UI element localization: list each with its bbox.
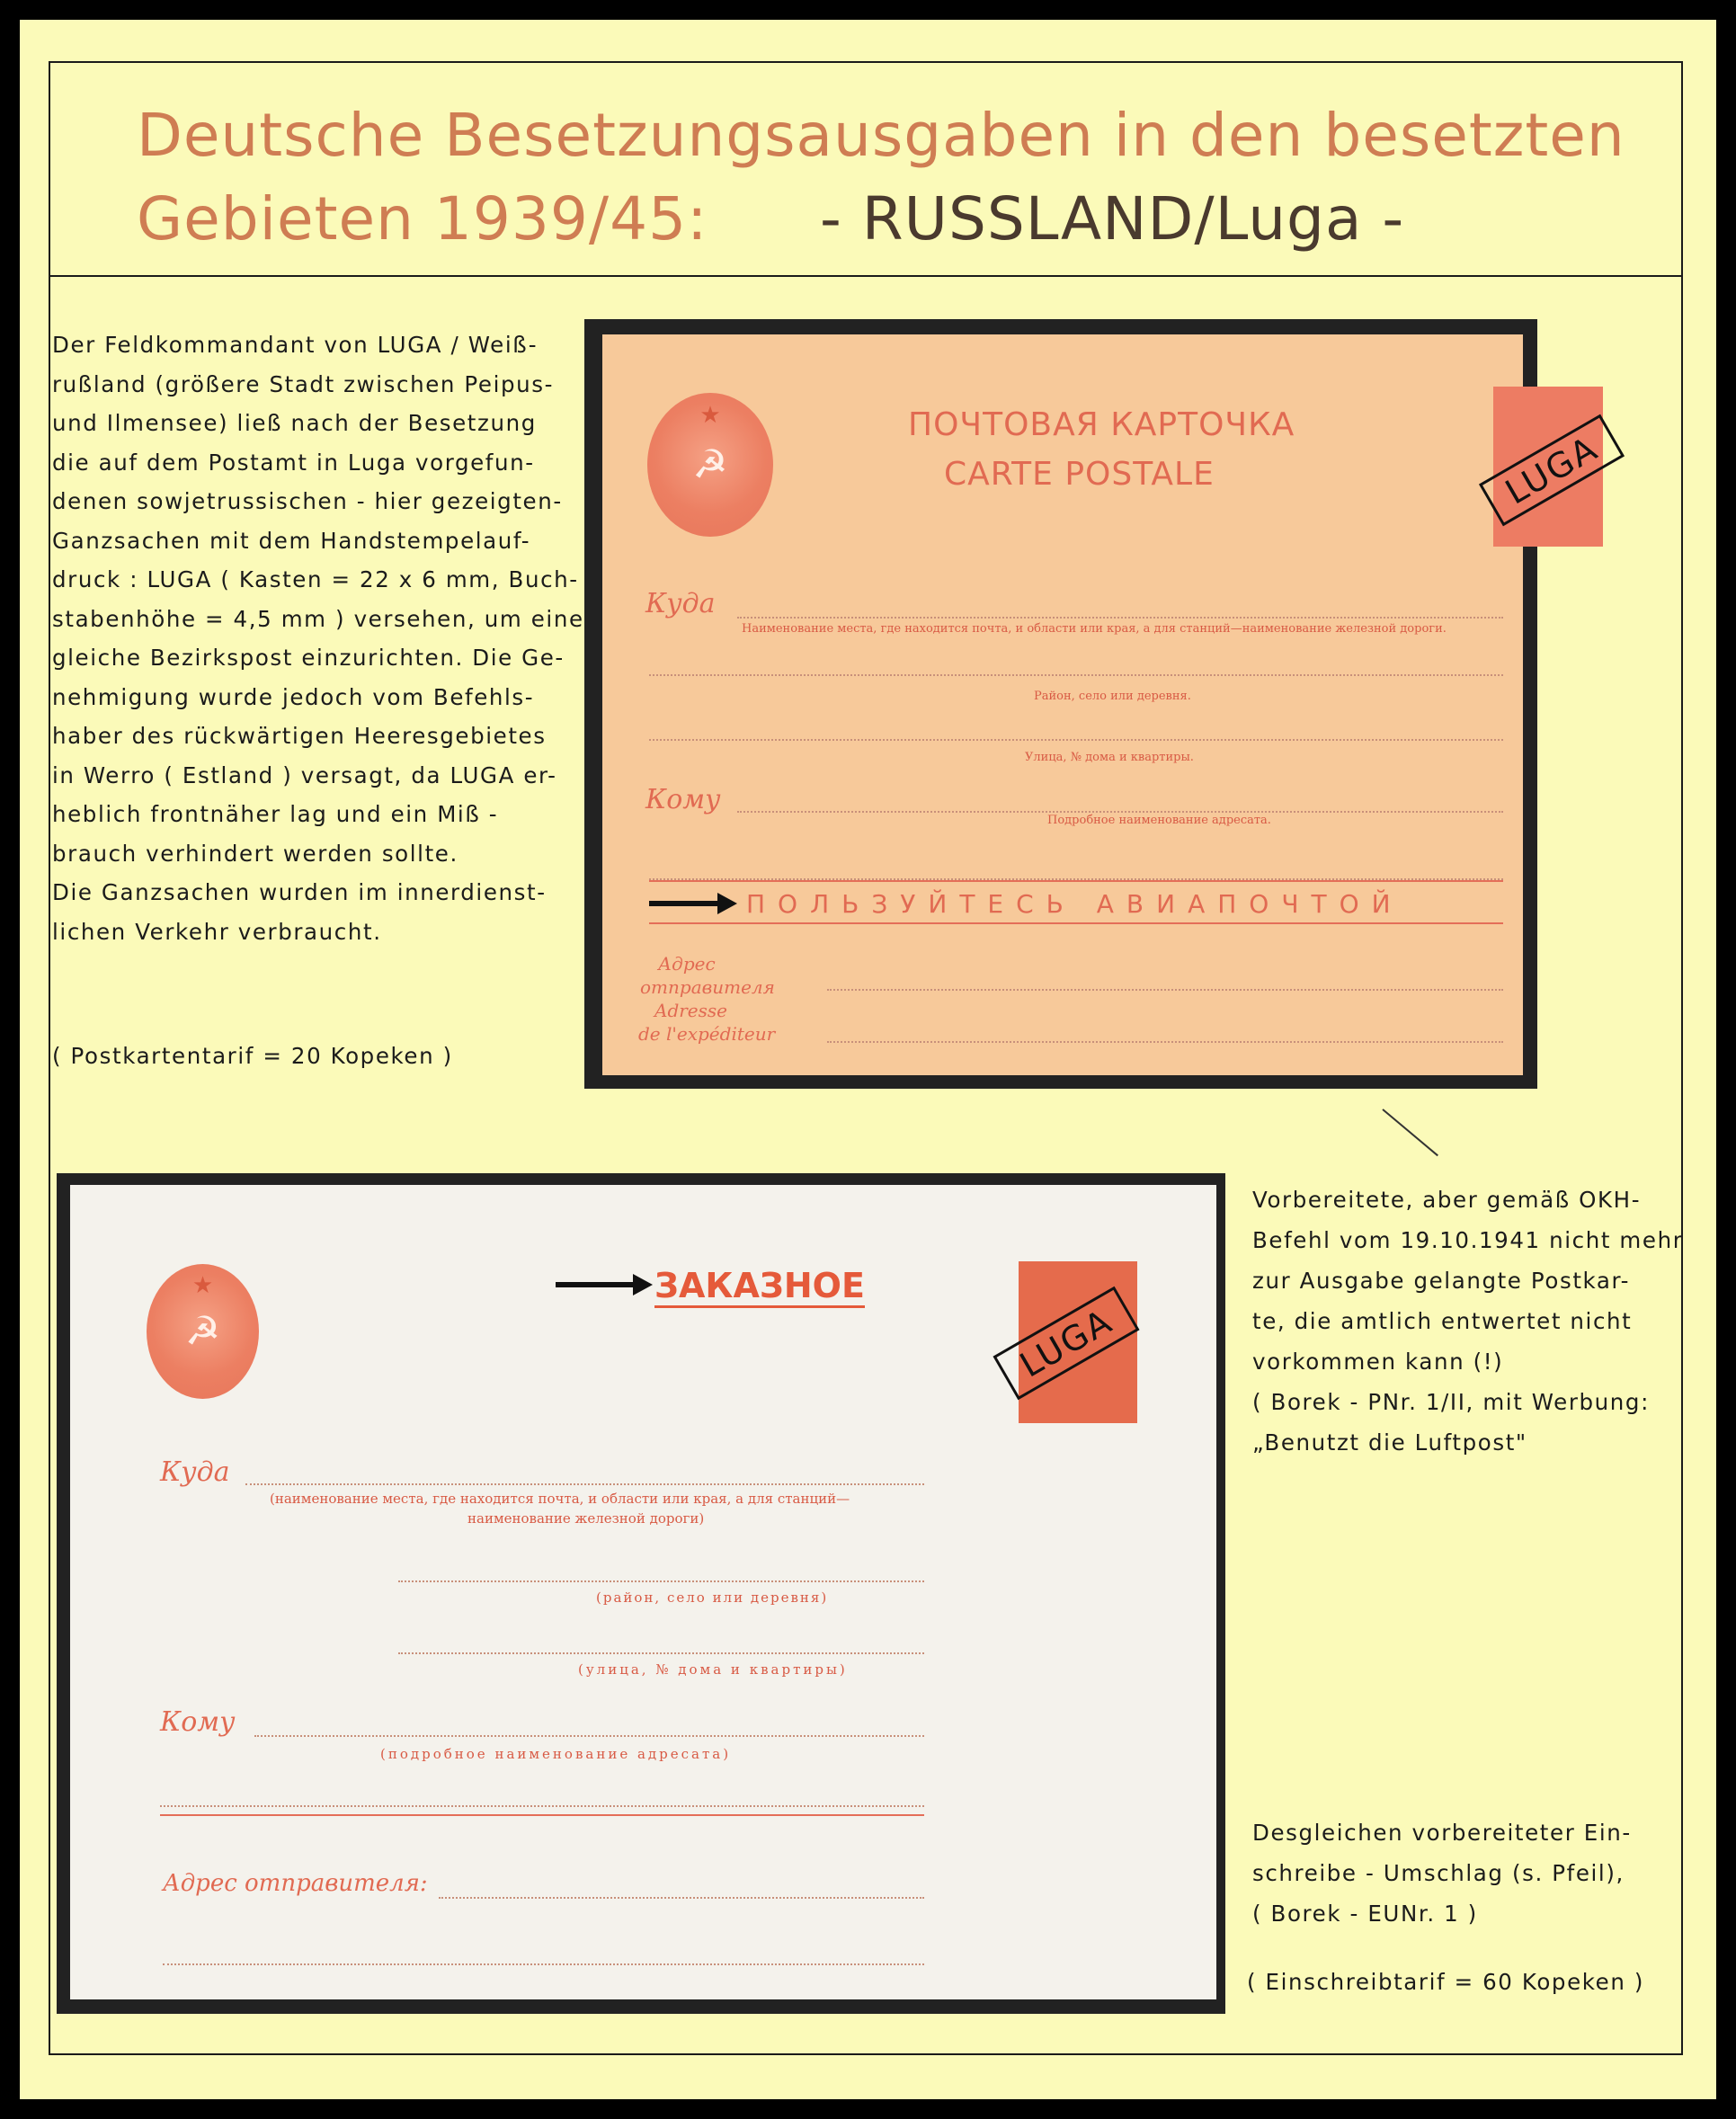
komu-hint: Подробное наименование адресата. — [1047, 814, 1271, 827]
description-line: lichen Verkehr verbraucht. — [52, 918, 382, 945]
komu-hint: (подробное наименование адресата) — [380, 1746, 732, 1762]
page-title-line-1: Deutsche Besetzungsausgaben in den besetzten — [137, 101, 1625, 170]
postcard-heading-ru: ПОЧТОВАЯ КАРТОЧКА — [908, 406, 1295, 443]
description-line: Ganzsachen mit dem Handstempelauf- — [52, 527, 531, 554]
description-line: die auf dem Postamt in Luga vorgefun- — [52, 449, 535, 476]
postcard-note-line: vorkommen kann (!) — [1252, 1349, 1504, 1375]
envelope-note-line: Desgleichen vorbereiteter Ein- — [1252, 1820, 1632, 1846]
kuda-hint: Наименование места, где находится почта, и области или края, а для станций—наименование железной дороги. — [742, 622, 1447, 636]
luga-overprint: LUGA — [1479, 414, 1625, 527]
sender-label: Адрес отправителя: — [163, 1870, 428, 1897]
postcard-note-line: Vorbereitete, aber gemäß OKH- — [1252, 1187, 1642, 1213]
kuda-hint-1: (наименование места, где находится почта, и области или края, а для станций— — [270, 1491, 850, 1507]
kuda-label: Куда — [645, 588, 716, 619]
sender-label-2: отправителя — [640, 976, 775, 998]
postcard-tariff-note: ( Postkartentarif = 20 Kopeken ) — [52, 1043, 453, 1069]
sender-label-3: Adresse — [654, 1000, 728, 1021]
postcard — [602, 334, 1523, 1075]
description-line: rußland (größere Stadt zwischen Peipus- — [52, 370, 555, 397]
star-icon: ★ — [699, 401, 721, 429]
envelope-note — [1252, 1812, 1632, 1934]
komu-label: Кому — [160, 1706, 236, 1738]
envelope-note-line: ( Borek - EUNr. 1 ) — [1252, 1901, 1478, 1927]
description-line: nehmigung wurde jedoch vom Befehls- — [52, 683, 535, 710]
postcard-note — [1252, 1180, 1683, 1463]
pointer-arrow-icon — [649, 901, 721, 906]
description-line: druck : LUGA ( Kasten = 22 x 6 mm, Buch- — [52, 566, 579, 592]
soviet-emblem-icon — [147, 1264, 259, 1399]
description-line: stabenhöhe = 4,5 mm ) versehen, um eine — [52, 605, 584, 632]
airmail-slogan: ПОЛЬЗУЙТЕСЬ АВИАПОЧТОЙ — [746, 889, 1403, 919]
postcard-note-line: te, die amtlich entwertet nicht — [1252, 1308, 1633, 1334]
sender-label-4: de l'expéditeur — [638, 1023, 776, 1045]
envelope-note-line: schreibe - Umschlag (s. Pfeil), — [1252, 1860, 1625, 1886]
kuda-hint-2: наименование железной дороги) — [467, 1510, 705, 1527]
description-line: denen sowjetrussischen - hier gezeigten- — [52, 488, 563, 514]
description-line: heblich frontnäher lag und ein Miß - — [52, 801, 499, 827]
description-line: brauch verhindert werden sollte. — [52, 840, 458, 867]
postcard-note-line: ( Borek - PNr. 1/II, mit Werbung: — [1252, 1389, 1650, 1415]
description-line: und Ilmensee) ließ nach der Besetzung — [52, 410, 537, 436]
registered-heading: ЗАКАЗНОЕ — [654, 1266, 865, 1308]
kuda-label: Куда — [160, 1456, 230, 1488]
header-divider — [49, 275, 1683, 277]
description-text — [52, 325, 592, 951]
star-icon: ★ — [191, 1272, 214, 1299]
description-line: in Werro ( Estland ) versagt, da LUGA er- — [52, 761, 557, 788]
pointer-arrow-icon — [556, 1282, 637, 1287]
postcard-note-line: zur Ausgabe gelangte Postkar- — [1252, 1268, 1631, 1294]
description-line: Der Feldkommandant von LUGA / Weiß- — [52, 332, 539, 358]
description-line: Die Ganzsachen wurden im innerdienst- — [52, 879, 547, 905]
envelope-tariff-note: ( Einschreibtarif = 60 Kopeken ) — [1247, 1969, 1645, 1995]
description-line: gleiche Bezirkspost einzurichten. Die Ge- — [52, 645, 565, 671]
luga-overprint: LUGA — [993, 1287, 1139, 1400]
description-line: haber des rückwärtigen Heeresgebietes — [52, 723, 547, 749]
rayon-hint: Район, село или деревня. — [1034, 690, 1191, 703]
hammer-sickle-icon: ☭ — [692, 441, 728, 488]
postcard-note-line: „Benutzt die Luftpost" — [1252, 1429, 1527, 1456]
sender-label-1: Адрес — [658, 953, 716, 975]
komu-label: Кому — [645, 784, 721, 815]
soviet-emblem-icon — [647, 393, 773, 537]
postcard-note-line: Befehl vom 19.10.1941 nicht mehr — [1252, 1227, 1684, 1253]
rayon-hint: (район, село или деревня) — [596, 1589, 829, 1606]
hammer-sickle-icon: ☭ — [184, 1308, 221, 1355]
ulica-hint: (улица, № дома и квартиры) — [578, 1661, 848, 1678]
page-title-line-2: Gebieten 1939/45: — [137, 184, 708, 254]
page-title-country: - RUSSLAND/Luga - — [820, 184, 1405, 254]
ulica-hint: Улица, № дома и квартиры. — [1025, 751, 1194, 764]
postcard-heading-fr: CARTE POSTALE — [944, 456, 1215, 493]
